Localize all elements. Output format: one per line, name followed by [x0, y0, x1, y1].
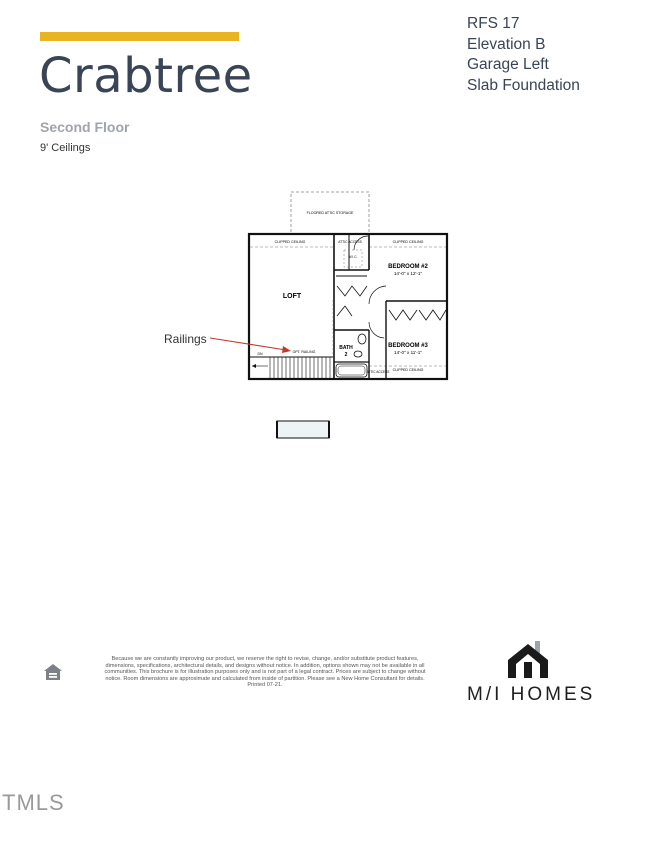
railings-callout: Railings — [164, 332, 207, 346]
elevation: Elevation B — [467, 35, 546, 53]
loft-label: LOFT — [282, 293, 302, 300]
bedroom2-label: BEDROOM #2 — [388, 264, 428, 270]
stairs-down-label: DN — [257, 352, 263, 356]
disclaimer-text: Because we are constantly improving our product, we reserve the right to revise, change, and/or substitute product features, dimensions, specifications, architectural details, and designs without notice. In addition, options shown may not be available in all communities. This brochure is for illustration purposes only and is not part of a legal contract. Prices are subject to change without notice. Room dimensions are approximate and calculated from inside of partition. Please see a New Home Consultant for details. Printed 07-21. — [104, 656, 426, 689]
brand-name: M/I HOMES — [467, 684, 596, 705]
wic-label: W.I.C. — [348, 255, 358, 259]
floor-label: Second Floor — [40, 119, 130, 135]
bath-label: BATH — [339, 345, 353, 351]
attic-access-top: ATTIC ACCESS — [338, 240, 362, 244]
ceiling-height: 9' Ceilings — [40, 142, 91, 154]
bedroom3-dimensions: 14'-0" x 11'-1" — [394, 350, 422, 355]
clipped-ceiling-bed3: CLIPPED CEILING — [392, 368, 424, 372]
attic-access-bottom: ATTIC ACCESS — [366, 370, 390, 374]
clipped-ceiling-bed2: CLIPPED CEILING — [392, 240, 424, 244]
page-title: Crabtree — [39, 48, 253, 104]
plan-code: RFS 17 — [467, 15, 520, 32]
garage-side: Garage Left — [467, 56, 549, 73]
equal-housing-icon — [43, 662, 63, 682]
bath-number: 2 — [344, 352, 348, 358]
clipped-ceiling-loft: CLIPPED CEILING — [274, 240, 306, 244]
lower-level-box — [277, 421, 329, 438]
foundation: Slab Foundation — [467, 76, 580, 94]
bedroom2-dimensions: 14'-0" x 12'-1" — [393, 271, 423, 276]
attic-storage-label: FLOORED ATTIC STORAGE — [306, 211, 354, 215]
watermark: TMLS — [2, 790, 65, 815]
opt-railing-label: OPT. RAILING — [292, 350, 316, 354]
bedroom3-label: BEDROOM #3 — [388, 343, 428, 349]
mi-homes-logo-icon — [506, 640, 550, 680]
